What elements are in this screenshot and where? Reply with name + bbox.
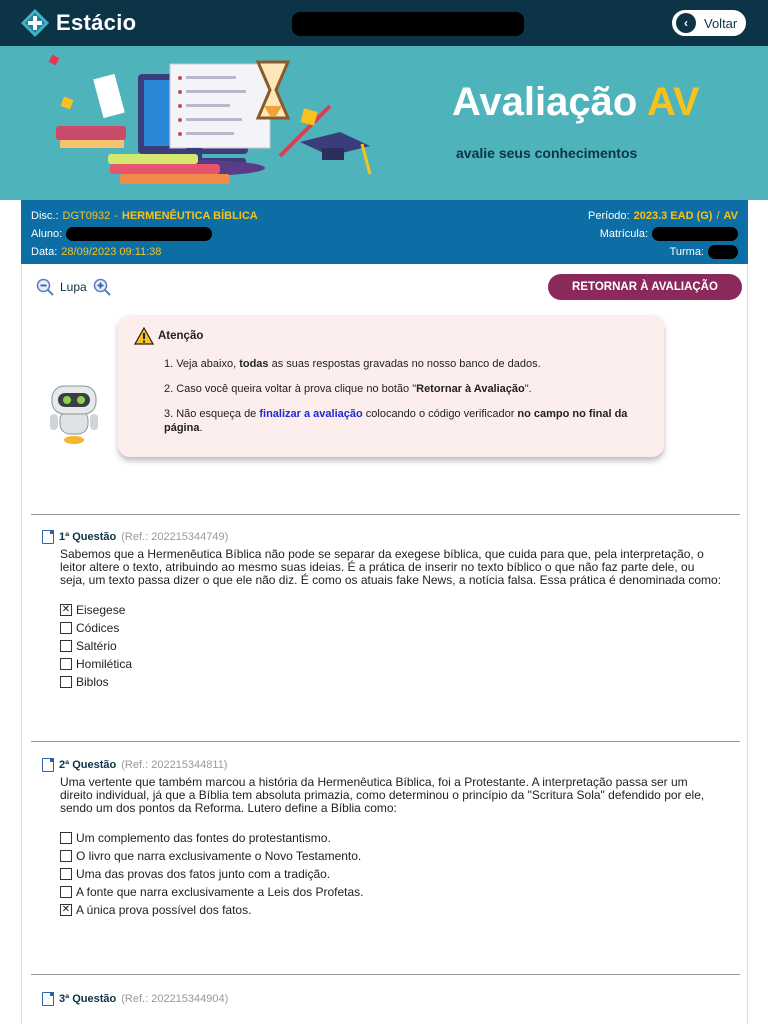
question-ref: (Ref.: 202215344749) bbox=[121, 531, 229, 543]
redacted-student-name bbox=[66, 227, 212, 241]
question-header bbox=[42, 758, 722, 772]
estacio-logo-icon bbox=[20, 8, 50, 38]
top-bar bbox=[0, 0, 768, 46]
option-label: Biblos bbox=[76, 675, 109, 689]
checkbox-icon bbox=[60, 622, 72, 634]
option-label: Códices bbox=[76, 621, 120, 635]
turma-label: Turma: bbox=[669, 246, 704, 258]
option-1[interactable] bbox=[60, 829, 722, 847]
question-header bbox=[42, 530, 722, 544]
question-text: Uma vertente que também marcou a história da Hermenêutica Bíblica, foi a Protestante. A interpretação passa ser um direito individual, já que a Bíblia tem absoluta primazia, como determinou o princípio da "Scritura Sola" defendido por ele, sendo um dos pontos da Reforma. Lutero define a Bíblia como: bbox=[60, 775, 705, 815]
option-5[interactable] bbox=[60, 901, 722, 919]
attention-item-3-bold: no campo no final da página bbox=[164, 408, 628, 434]
option-3[interactable] bbox=[60, 865, 722, 883]
robot-mascot-icon bbox=[46, 380, 102, 446]
question-options bbox=[60, 601, 722, 691]
aluno-label: Aluno: bbox=[31, 228, 63, 240]
attention-item-3-text-end: . bbox=[199, 422, 203, 434]
option-label: Homilética bbox=[76, 657, 133, 671]
option-label: O livro que narra exclusivamente o Novo Testamento. bbox=[76, 849, 362, 863]
lupa-label: Lupa bbox=[60, 280, 87, 294]
option-label: Uma das provas dos fatos junto com a tradição. bbox=[76, 867, 331, 881]
back-button[interactable] bbox=[670, 8, 748, 38]
redacted-turma bbox=[708, 245, 738, 259]
page-title-main: Avaliação bbox=[452, 80, 638, 124]
checkbox-icon bbox=[60, 886, 72, 898]
warning-icon bbox=[134, 327, 154, 345]
option-1[interactable] bbox=[60, 601, 722, 619]
attention-item-1-bold: todas bbox=[239, 358, 269, 370]
finalizar-avaliacao-link[interactable]: finalizar a avaliação bbox=[259, 408, 363, 420]
checkbox-icon bbox=[60, 850, 72, 862]
zoom-controls bbox=[36, 278, 111, 296]
info-row-2 bbox=[31, 225, 738, 243]
option-4[interactable] bbox=[60, 655, 722, 673]
periodo-label: Período: bbox=[588, 210, 630, 222]
zoom-out-icon[interactable] bbox=[36, 278, 54, 296]
disc-code: DGT0932 bbox=[62, 210, 111, 222]
question-header bbox=[42, 992, 722, 1006]
attention-item-2-bold: Retornar à Avaliação bbox=[416, 383, 525, 395]
disc-label: Disc.: bbox=[31, 210, 59, 222]
attention-item-2: 2. Caso você queira voltar à prova clique no botão "Retornar à Avaliação". bbox=[164, 383, 532, 395]
question-options bbox=[60, 829, 722, 919]
estacio-logo[interactable] bbox=[20, 8, 136, 38]
question-2 bbox=[42, 758, 722, 919]
question-text: Sabemos que a Hermenêutica Bíblica não pode se separar da exegese bíblica, que cuida para que, pela interpretação, o leitor altere o texto, atribuindo ao mesmo suas ideias. É a prática de inserir no texto bíblico o que não faz parte dele, ou seja, um texto passa dizer o que ele não diz. É como os atuais fake News, a notícia falsa. Essa prática é denominada como: bbox=[60, 547, 722, 587]
attention-header bbox=[134, 327, 648, 345]
disc-separator: - bbox=[114, 210, 118, 222]
matricula-label: Matrícula: bbox=[599, 228, 648, 240]
attention-item-3: 3. Não esqueça de finalizar a avaliação colocando o código verificador no campo no final da página. bbox=[164, 408, 628, 434]
attention-item-2-text-end: ". bbox=[524, 383, 532, 395]
page-title bbox=[452, 80, 700, 125]
chevron-left-icon: ‹ bbox=[676, 13, 696, 33]
question-divider bbox=[31, 974, 740, 975]
attention-item-3-text-mid: colocando o código verificador bbox=[362, 408, 518, 420]
option-label: A fonte que narra exclusivamente a Leis dos Profetas. bbox=[76, 885, 364, 899]
option-4[interactable] bbox=[60, 883, 722, 901]
option-label: A única prova possível dos fatos. bbox=[76, 903, 252, 917]
data-label: Data: bbox=[31, 246, 58, 258]
checkbox-icon bbox=[60, 832, 72, 844]
periodo-av: AV bbox=[723, 210, 738, 222]
back-button-label: Voltar bbox=[704, 15, 738, 31]
option-3[interactable] bbox=[60, 637, 722, 655]
question-divider bbox=[31, 514, 740, 515]
attention-item-3-text: Não esqueça de bbox=[176, 408, 260, 420]
page-title-accent: AV bbox=[646, 80, 700, 124]
attention-item-1-text-end: as suas respostas gravadas no nosso banco de dados. bbox=[268, 358, 541, 370]
retornar-avaliacao-button[interactable]: RETORNAR À AVALIAÇÃO bbox=[548, 274, 742, 300]
document-icon bbox=[42, 530, 54, 544]
question-title: 3ª Questão bbox=[59, 993, 117, 1005]
main-panel bbox=[21, 264, 748, 1024]
option-2[interactable] bbox=[60, 619, 722, 637]
question-title: 1ª Questão bbox=[59, 531, 117, 543]
question-1 bbox=[42, 530, 722, 691]
option-5[interactable] bbox=[60, 673, 722, 691]
redacted-header-title bbox=[292, 12, 524, 36]
checkbox-icon bbox=[60, 658, 72, 670]
question-ref: (Ref.: 202215344904) bbox=[121, 993, 229, 1005]
document-icon bbox=[42, 992, 54, 1006]
document-icon bbox=[42, 758, 54, 772]
option-label: Um complemento das fontes do protestantismo. bbox=[76, 831, 331, 845]
question-ref: (Ref.: 202215344811) bbox=[121, 759, 228, 771]
attention-list bbox=[164, 357, 648, 435]
checkbox-icon bbox=[60, 868, 72, 880]
banner bbox=[0, 46, 768, 200]
banner-illustration bbox=[40, 46, 380, 200]
option-label: Eisegese bbox=[76, 603, 126, 617]
question-3 bbox=[42, 992, 722, 1006]
option-label: Saltério bbox=[76, 639, 117, 653]
question-divider bbox=[31, 741, 740, 742]
disc-name: HERMENÊUTICA BÍBLICA bbox=[121, 210, 258, 222]
brand-name: Estácio bbox=[56, 10, 137, 35]
attention-box bbox=[118, 315, 664, 457]
checkbox-checked-icon: ✕ bbox=[61, 604, 71, 615]
periodo-value: 2023.3 EAD (G) bbox=[633, 210, 713, 222]
page-subtitle: avalie seus conhecimentos bbox=[456, 145, 638, 161]
zoom-in-icon[interactable] bbox=[93, 278, 111, 296]
info-row-1 bbox=[31, 207, 738, 225]
data-value: 28/09/2023 09:11:38 bbox=[61, 246, 162, 258]
attention-title: Atenção bbox=[158, 330, 204, 342]
exam-info-bar bbox=[21, 200, 748, 264]
attention-item-1: 1. Veja abaixo, todas as suas respostas gravadas no nosso banco de dados. bbox=[164, 358, 541, 370]
checkbox-checked-icon: ✕ bbox=[61, 904, 71, 915]
checkbox-icon bbox=[60, 640, 72, 652]
info-row-3 bbox=[31, 243, 738, 261]
option-2[interactable] bbox=[60, 847, 722, 865]
checkbox-icon bbox=[60, 676, 72, 688]
redacted-matricula bbox=[652, 227, 738, 241]
attention-item-1-text: Veja abaixo, bbox=[176, 358, 240, 370]
periodo-separator: / bbox=[716, 210, 720, 222]
attention-item-2-text: Caso você queira voltar à prova clique no botão " bbox=[176, 383, 417, 395]
question-title: 2ª Questão bbox=[59, 759, 117, 771]
